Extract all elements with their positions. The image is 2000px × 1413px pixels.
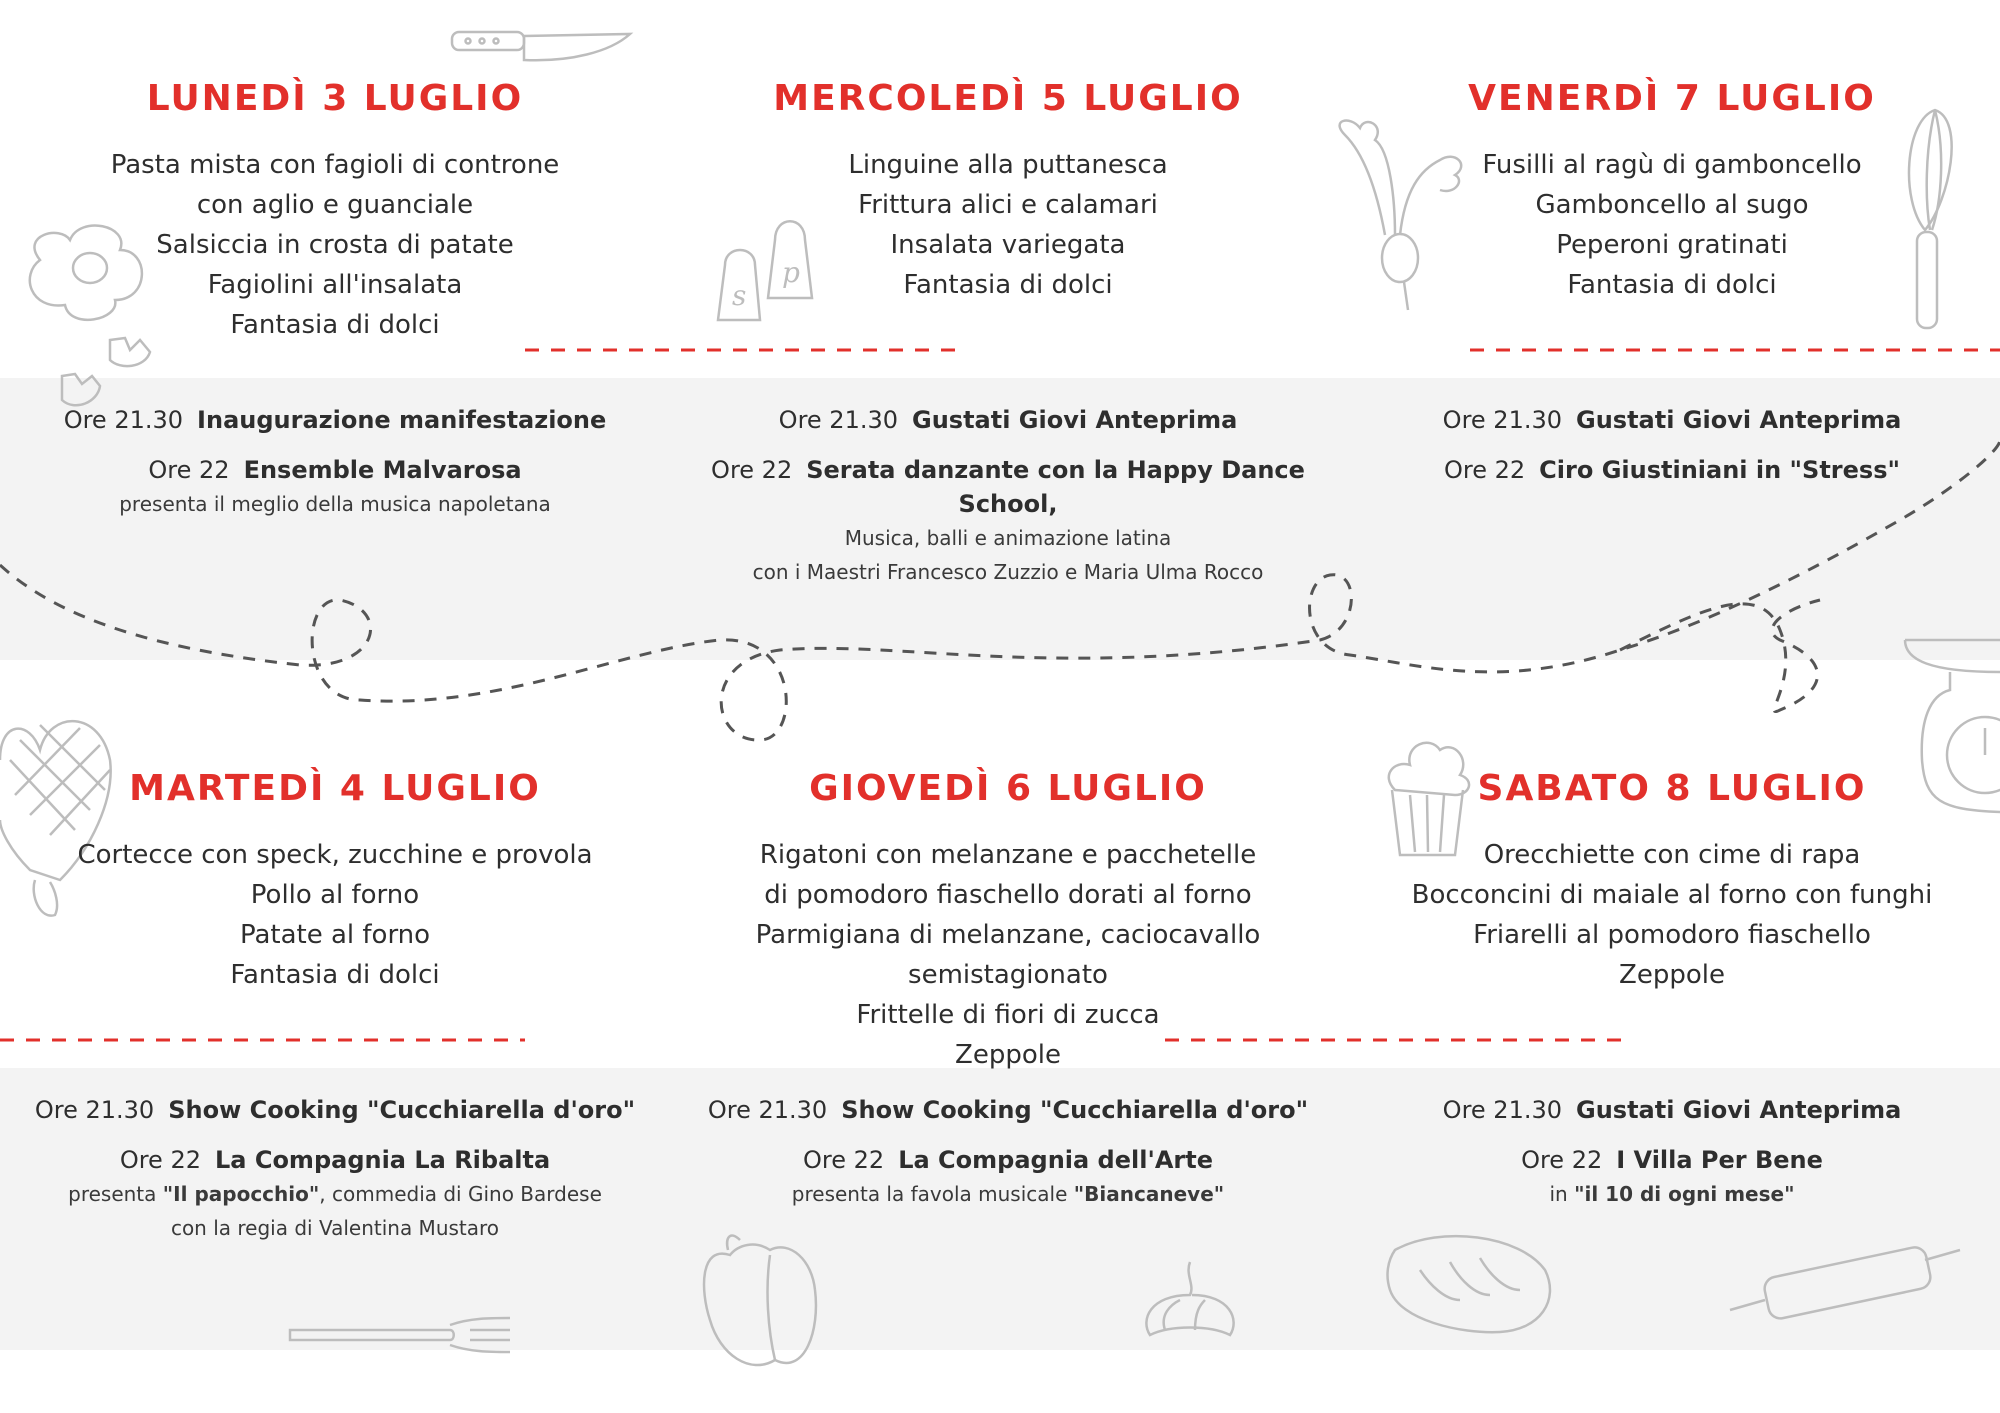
event-row — [1342, 403, 2000, 437]
event-time: Ore 21.30 — [707, 1096, 828, 1124]
menu-item: Gamboncello al sugo — [1535, 190, 1809, 220]
menu-item: di pomodoro fiaschello dorati al forno — [764, 880, 1252, 910]
event-title: Gustati Giovi Anteprima — [1576, 406, 1902, 434]
day-card-mercoledi — [678, 78, 1338, 305]
day-card-lunedi — [5, 78, 665, 345]
event-subtitle: in "il 10 di ogni mese" — [1549, 1182, 1795, 1206]
event-time: Ore 21.30 — [778, 406, 899, 434]
menu-item: con aglio e guanciale — [196, 190, 474, 220]
event-title: Show Cooking "Cucchiarella d'oro" — [841, 1096, 1309, 1124]
event-time: Ore 22 — [803, 1146, 885, 1174]
events-venerdi — [1342, 403, 2000, 503]
event-time: Ore 21.30 — [34, 1096, 155, 1124]
event-time: Ore 22 — [1521, 1146, 1603, 1174]
event-row — [678, 403, 1338, 437]
event-row — [5, 453, 665, 487]
day-title: VENERDÌ 7 LUGLIO — [1468, 78, 1876, 119]
menu-item: Parmigiana di melanzane, caciocavallo semistagionato — [755, 920, 1261, 990]
knife-icon — [452, 32, 630, 60]
menu-item: Salsiccia in crosta di patate — [156, 230, 514, 260]
menu-item: Frittelle di fiori di zucca — [856, 1000, 1160, 1030]
event-time: Ore 21.30 — [1442, 406, 1563, 434]
menu-item: Orecchiette con cime di rapa — [1483, 840, 1861, 870]
event-title: Serata danzante con la Happy Dance School, — [806, 456, 1305, 518]
menu-item: Fantasia di dolci — [1567, 270, 1777, 300]
day-title: MERCOLEDÌ 5 LUGLIO — [773, 78, 1243, 119]
event-row — [5, 1143, 665, 1177]
event-title: Ciro Giustiniani in "Stress" — [1539, 456, 1900, 484]
menu-item: Fantasia di dolci — [230, 310, 440, 340]
event-time: Ore 22 — [119, 1146, 201, 1174]
event-time: Ore 21.30 — [1442, 1096, 1563, 1124]
event-row — [5, 1093, 665, 1127]
event-subtitle: presenta la favola musicale "Biancaneve" — [791, 1182, 1225, 1206]
menu-item: Insalata variegata — [890, 230, 1126, 260]
day-title: MARTEDÌ 4 LUGLIO — [129, 768, 541, 809]
event-title: Gustati Giovi Anteprima — [912, 406, 1238, 434]
event-time: Ore 22 — [711, 456, 793, 484]
event-row — [5, 403, 665, 437]
event-time: Ore 21.30 — [63, 406, 184, 434]
menu-item: Rigatoni con melanzane e pacchetelle — [759, 840, 1257, 870]
day-card-venerdi — [1342, 78, 2000, 305]
event-title: Inaugurazione manifestazione — [197, 406, 607, 434]
event-subtitle: con la regia di Valentina Mustaro — [170, 1216, 500, 1240]
svg-text:s: s — [732, 279, 747, 312]
events-giovedi — [678, 1093, 1338, 1211]
event-subtitle: con i Maestri Francesco Zuzzio e Maria Ulma Rocco — [752, 560, 1264, 584]
event-time: Ore 22 — [1444, 456, 1526, 484]
menu-item: Zeppole — [955, 1040, 1061, 1070]
event-row — [678, 1143, 1338, 1177]
event-row — [678, 1093, 1338, 1127]
day-title: SABATO 8 LUGLIO — [1477, 768, 1867, 809]
menu-item: Bocconcini di maiale al forno con funghi — [1411, 880, 1933, 910]
svg-text:p: p — [782, 256, 800, 289]
event-title: La Compagnia dell'Arte — [898, 1146, 1213, 1174]
day-card-martedi — [5, 768, 665, 995]
event-row — [1342, 1093, 2000, 1127]
event-row — [678, 453, 1338, 521]
show-title: "Il papocchio" — [162, 1182, 320, 1206]
event-subtitle: Musica, balli e animazione latina — [844, 526, 1172, 550]
event-title: La Compagnia La Ribalta — [214, 1146, 551, 1174]
event-subtitle: presenta "Il papocchio", commedia di Gino Bardese — [68, 1182, 602, 1206]
events-mercoledi — [678, 403, 1338, 589]
menu-item: Peperoni gratinati — [1556, 230, 1788, 260]
event-subtitle: presenta il meglio della musica napoletana — [119, 492, 551, 516]
menu-item: Pollo al forno — [250, 880, 420, 910]
menu-item: Fagiolini all'insalata — [207, 270, 463, 300]
events-martedi — [5, 1093, 665, 1245]
event-title: Gustati Giovi Anteprima — [1576, 1096, 1902, 1124]
menu-item: Zeppole — [1619, 960, 1725, 990]
menu-item: Cortecce con speck, zucchine e provola — [77, 840, 593, 870]
menu-item: Patate al forno — [239, 920, 431, 950]
events-lunedi — [5, 403, 665, 521]
day-title: GIOVEDÌ 6 LUGLIO — [809, 768, 1207, 809]
menu-item: Fantasia di dolci — [903, 270, 1113, 300]
menu-item: Frittura alici e calamari — [858, 190, 1158, 220]
event-title: I Villa Per Bene — [1616, 1146, 1823, 1174]
show-title: "il 10 di ogni mese" — [1574, 1182, 1795, 1206]
event-title: Show Cooking "Cucchiarella d'oro" — [168, 1096, 636, 1124]
day-card-giovedi — [678, 768, 1338, 1075]
event-time: Ore 22 — [148, 456, 230, 484]
event-row — [1342, 1143, 2000, 1177]
menu-item: Fusilli al ragù di gamboncello — [1482, 150, 1862, 180]
day-card-sabato — [1342, 768, 2000, 995]
day-title: LUNEDÌ 3 LUGLIO — [146, 78, 524, 119]
menu-item: Pasta mista con fagioli di controne — [110, 150, 560, 180]
menu-item: Friarelli al pomodoro fiaschello — [1473, 920, 1871, 950]
menu-item: Linguine alla puttanesca — [848, 150, 1168, 180]
event-row — [1342, 453, 2000, 487]
menu-item: Fantasia di dolci — [230, 960, 440, 990]
show-title: "Biancaneve" — [1073, 1182, 1225, 1206]
event-title: Ensemble Malvarosa — [243, 456, 522, 484]
events-sabato — [1342, 1093, 2000, 1211]
